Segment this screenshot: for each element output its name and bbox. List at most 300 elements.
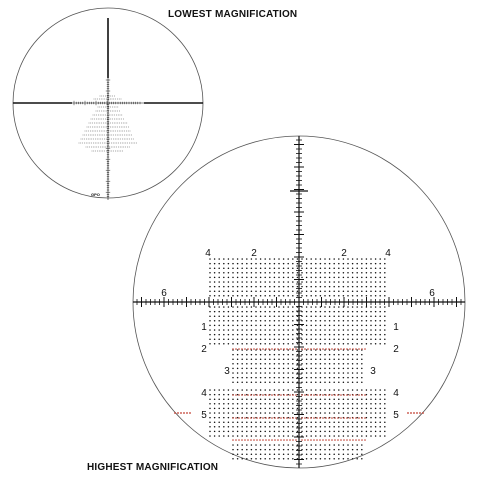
high-mag-grid-dot xyxy=(343,334,345,336)
high-mag-grid-dot xyxy=(255,295,257,297)
high-mag-grid-dot xyxy=(237,281,239,283)
high-mag-grid-dot xyxy=(214,286,216,288)
high-mag-grid-dot xyxy=(264,320,266,322)
high-mag-grid-dot xyxy=(214,338,216,340)
high-mag-red-dot xyxy=(352,394,354,396)
high-mag-grid-dot xyxy=(352,277,354,279)
high-mag-red-dot xyxy=(346,348,348,350)
low-mag-tree-dot xyxy=(123,127,124,128)
high-mag-grid-dot xyxy=(356,334,358,336)
low-mag-tree-dot xyxy=(110,99,111,100)
high-mag-grid-dot xyxy=(315,286,317,288)
high-mag-grid-dot xyxy=(214,417,216,419)
high-mag-red-dot xyxy=(310,394,312,396)
high-mag-grid-dot xyxy=(218,412,220,414)
high-mag-grid-dot xyxy=(223,431,225,433)
high-mag-grid-dot xyxy=(209,267,211,269)
high-mag-grid-dot xyxy=(264,354,266,356)
high-mag-grid-dot xyxy=(379,263,381,265)
high-mag-grid-dot xyxy=(370,329,372,331)
high-mag-grid-dot xyxy=(366,343,368,345)
high-mag-grid-dot xyxy=(292,354,294,356)
high-mag-grid-dot xyxy=(297,372,299,374)
high-mag-grid-dot xyxy=(356,458,358,460)
high-mag-grid-dot xyxy=(292,334,294,336)
high-mag-grid-dot xyxy=(370,389,372,391)
high-mag-red-dot xyxy=(292,394,294,396)
high-mag-grid-dot xyxy=(379,295,381,297)
high-mag-red-dash-dot xyxy=(413,412,415,414)
high-mag-grid-dot xyxy=(315,277,317,279)
high-mag-grid-dot xyxy=(297,426,299,428)
high-mag-grid-dot xyxy=(274,398,276,400)
high-mag-grid-dot xyxy=(375,435,377,437)
high-mag-grid-dot xyxy=(255,426,257,428)
high-mag-grid-dot xyxy=(356,444,358,446)
high-mag-grid-dot xyxy=(347,320,349,322)
high-mag-grid-dot xyxy=(246,458,248,460)
low-mag-tree-dot xyxy=(95,135,96,136)
low-mag-tree-dot xyxy=(100,139,101,140)
high-mag-grid-dot xyxy=(251,338,253,340)
high-mag-grid-dot xyxy=(292,449,294,451)
high-mag-grid-dot xyxy=(264,272,266,274)
low-mag-tree-dot xyxy=(116,123,117,124)
low-mag-tree-dot xyxy=(119,151,120,152)
low-mag-tree-dot xyxy=(112,131,113,132)
high-mag-grid-dot xyxy=(287,368,289,370)
high-mag-grid-dot xyxy=(370,272,372,274)
high-mag-grid-dot xyxy=(274,453,276,455)
high-mag-grid-dot xyxy=(338,458,340,460)
high-mag-grid-dot xyxy=(379,343,381,345)
high-mag-red-dot xyxy=(265,348,267,350)
high-mag-grid-dot xyxy=(246,449,248,451)
high-mag-grid-dot xyxy=(306,458,308,460)
low-mag-tree-dot xyxy=(91,147,92,148)
high-mag-grid-dot xyxy=(297,343,299,345)
high-mag-grid-dot xyxy=(292,408,294,410)
high-mag-grid-dot xyxy=(301,372,303,374)
high-mag-grid-dot xyxy=(329,325,331,327)
high-mag-grid-dot xyxy=(283,431,285,433)
high-mag-grid-dot xyxy=(375,389,377,391)
low-mag-tree-dot xyxy=(133,143,134,144)
high-mag-grid-dot xyxy=(251,306,253,308)
high-mag-grid-dot xyxy=(241,408,243,410)
high-mag-grid-dot xyxy=(287,306,289,308)
high-mag-red-dot xyxy=(259,348,261,350)
high-mag-grid-dot xyxy=(241,368,243,370)
high-mag-grid-dot xyxy=(237,354,239,356)
high-mag-grid-dot xyxy=(228,343,230,345)
high-mag-grid-dot xyxy=(347,458,349,460)
high-mag-grid-dot xyxy=(375,426,377,428)
high-mag-grid-dot xyxy=(306,381,308,383)
high-mag-grid-dot xyxy=(278,329,280,331)
high-mag-grid-dot xyxy=(278,358,280,360)
high-mag-grid-dot xyxy=(297,403,299,405)
high-mag-grid-dot xyxy=(343,408,345,410)
low-mag-tree-dot xyxy=(97,99,98,100)
high-mag-grid-dot xyxy=(251,272,253,274)
high-mag-grid-dot xyxy=(320,258,322,260)
high-mag-grid-dot xyxy=(283,272,285,274)
high-mag-red-dot xyxy=(313,348,315,350)
high-mag-grid-dot xyxy=(209,281,211,283)
high-mag-grid-dot xyxy=(228,295,230,297)
high-mag-grid-dot xyxy=(347,412,349,414)
low-mag-tree-dot xyxy=(98,143,99,144)
high-mag-red-dot xyxy=(271,394,273,396)
high-mag-grid-dot xyxy=(278,281,280,283)
high-mag-grid-dot xyxy=(214,295,216,297)
high-mag-red-dot xyxy=(238,417,240,419)
high-mag-grid-dot xyxy=(315,329,317,331)
high-mag-grid-dot xyxy=(297,295,299,297)
high-mag-grid-dot xyxy=(260,295,262,297)
high-mag-grid-dot xyxy=(338,272,340,274)
high-mag-grid-dot xyxy=(232,403,234,405)
low-mag-tree-dot xyxy=(101,99,102,100)
high-mag-grid-dot xyxy=(370,306,372,308)
high-mag-grid-dot xyxy=(274,377,276,379)
high-mag-grid-dot xyxy=(384,290,386,292)
high-mag-grid-dot xyxy=(297,311,299,313)
high-mag-grid-dot xyxy=(246,311,248,313)
low-mag-tree-dot xyxy=(120,135,121,136)
high-mag-reticle xyxy=(133,136,465,468)
high-mag-grid-dot xyxy=(269,281,271,283)
high-mag-red-dot xyxy=(256,394,258,396)
high-mag-red-dot xyxy=(328,439,330,441)
high-mag-grid-dot xyxy=(251,458,253,460)
high-mag-grid-dot xyxy=(260,453,262,455)
high-mag-grid-dot xyxy=(251,381,253,383)
high-mag-red-dot xyxy=(262,417,264,419)
high-mag-grid-dot xyxy=(356,320,358,322)
high-mag-grid-dot xyxy=(260,290,262,292)
high-mag-grid-dot xyxy=(246,290,248,292)
high-mag-grid-dot xyxy=(287,267,289,269)
high-mag-grid-dot xyxy=(301,320,303,322)
high-mag-grid-dot xyxy=(315,368,317,370)
high-mag-grid-dot xyxy=(269,398,271,400)
high-mag-grid-dot xyxy=(366,325,368,327)
low-mag-tree-dot xyxy=(107,123,108,124)
low-mag-tree-dot xyxy=(116,147,117,148)
high-mag-grid-dot xyxy=(278,368,280,370)
high-mag-grid-dot xyxy=(251,453,253,455)
high-mag-grid-dot xyxy=(278,311,280,313)
high-mag-red-dot xyxy=(358,348,360,350)
high-mag-grid-dot xyxy=(306,444,308,446)
high-mag-red-dot xyxy=(265,417,267,419)
high-mag-grid-dot xyxy=(379,311,381,313)
high-mag-grid-dot xyxy=(375,320,377,322)
high-mag-grid-dot xyxy=(356,258,358,260)
high-mag-red-dot xyxy=(241,348,243,350)
high-mag-grid-dot xyxy=(278,381,280,383)
high-mag-grid-dot xyxy=(384,334,386,336)
high-mag-grid-dot xyxy=(260,311,262,313)
high-mag-grid-dot xyxy=(218,281,220,283)
high-mag-grid-dot xyxy=(306,290,308,292)
high-mag-grid-dot xyxy=(324,368,326,370)
high-mag-grid-dot xyxy=(278,290,280,292)
high-mag-grid-dot xyxy=(278,403,280,405)
high-mag-grid-dot xyxy=(384,325,386,327)
high-mag-grid-dot xyxy=(306,368,308,370)
low-mag-tree-dot xyxy=(126,123,127,124)
high-mag-grid-dot xyxy=(324,458,326,460)
high-mag-red-dot xyxy=(277,417,279,419)
high-mag-grid-dot xyxy=(274,458,276,460)
high-mag-grid-dot xyxy=(324,449,326,451)
high-mag-grid-dot xyxy=(228,431,230,433)
high-mag-grid-dot xyxy=(333,277,335,279)
high-mag-grid-dot xyxy=(347,389,349,391)
high-mag-grid-dot xyxy=(269,338,271,340)
high-mag-grid-dot xyxy=(379,398,381,400)
high-mag-grid-dot xyxy=(338,320,340,322)
high-mag-grid-dot xyxy=(260,258,262,260)
high-mag-grid-dot xyxy=(260,398,262,400)
high-mag-grid-dot xyxy=(306,389,308,391)
high-mag-grid-dot xyxy=(301,263,303,265)
high-mag-grid-dot xyxy=(379,389,381,391)
low-mag-tree-dot xyxy=(119,131,120,132)
high-mag-grid-dot xyxy=(232,277,234,279)
high-mag-grid-dot xyxy=(283,315,285,317)
high-mag-grid-dot xyxy=(370,286,372,288)
low-mag-tree-dot xyxy=(99,139,100,140)
high-mag-red-dot xyxy=(352,439,354,441)
high-mag-grid-dot xyxy=(232,286,234,288)
high-mag-grid-dot xyxy=(283,281,285,283)
low-mag-tree-dot xyxy=(122,143,123,144)
high-mag-grid-dot xyxy=(343,315,345,317)
high-mag-grid-dot xyxy=(287,449,289,451)
high-mag-red-dot xyxy=(238,394,240,396)
high-mag-grid-dot xyxy=(361,334,363,336)
high-mag-grid-dot xyxy=(366,281,368,283)
high-mag-red-dot xyxy=(241,417,243,419)
low-mag-tree-dot xyxy=(119,135,120,136)
high-mag-grid-dot xyxy=(251,290,253,292)
low-mag-tree-dot xyxy=(115,131,116,132)
low-mag-tree-dot xyxy=(119,123,120,124)
low-mag-tree-dot xyxy=(93,151,94,152)
high-mag-grid-dot xyxy=(352,398,354,400)
high-mag-grid-dot xyxy=(287,377,289,379)
high-mag-red-dot xyxy=(268,394,270,396)
high-mag-grid-dot xyxy=(218,338,220,340)
high-mag-grid-dot xyxy=(223,272,225,274)
high-mag-red-dot xyxy=(319,417,321,419)
high-mag-grid-dot xyxy=(278,343,280,345)
high-mag-grid-dot xyxy=(274,412,276,414)
high-mag-grid-dot xyxy=(228,286,230,288)
high-mag-grid-dot xyxy=(287,277,289,279)
high-mag-grid-dot xyxy=(237,329,239,331)
high-mag-grid-dot xyxy=(246,403,248,405)
high-mag-grid-dot xyxy=(366,431,368,433)
low-mag-tree-dot xyxy=(115,139,116,140)
high-mag-grid-dot xyxy=(228,281,230,283)
high-mag-grid-dot xyxy=(278,426,280,428)
low-mag-tree-dot xyxy=(106,99,107,100)
high-mag-red-dot xyxy=(235,348,237,350)
low-mag-tree-dot xyxy=(104,143,105,144)
low-mag-tree-dot xyxy=(119,99,120,100)
high-mag-grid-dot xyxy=(278,435,280,437)
high-mag-grid-dot xyxy=(370,417,372,419)
high-mag-grid-dot xyxy=(324,343,326,345)
high-mag-grid-dot xyxy=(366,267,368,269)
low-mag-tree-dot xyxy=(96,127,97,128)
high-mag-grid-dot xyxy=(320,306,322,308)
high-mag-grid-dot xyxy=(274,325,276,327)
high-mag-grid-dot xyxy=(301,258,303,260)
high-mag-grid-dot xyxy=(223,417,225,419)
high-mag-grid-dot xyxy=(338,389,340,391)
high-mag-grid-dot xyxy=(260,426,262,428)
high-mag-grid-dot xyxy=(352,334,354,336)
high-mag-grid-dot xyxy=(320,403,322,405)
low-mag-tree-dot xyxy=(126,131,127,132)
high-mag-grid-dot xyxy=(315,334,317,336)
high-mag-grid-dot xyxy=(278,325,280,327)
low-mag-tree-dot xyxy=(96,111,97,112)
high-mag-grid-dot xyxy=(333,354,335,356)
high-mag-red-dot xyxy=(301,348,303,350)
high-mag-red-dot xyxy=(343,348,345,350)
high-mag-grid-dot xyxy=(260,343,262,345)
high-mag-grid-dot xyxy=(251,398,253,400)
high-mag-grid-dot xyxy=(329,444,331,446)
high-mag-grid-dot xyxy=(278,389,280,391)
high-mag-grid-dot xyxy=(269,458,271,460)
high-mag-grid-dot xyxy=(283,426,285,428)
low-mag-tree-dot xyxy=(82,143,83,144)
high-mag-grid-dot xyxy=(287,421,289,423)
high-mag-grid-dot xyxy=(347,334,349,336)
high-mag-grid-dot xyxy=(255,281,257,283)
high-mag-grid-dot xyxy=(292,381,294,383)
high-mag-grid-dot xyxy=(366,290,368,292)
high-mag-grid-dot xyxy=(214,311,216,313)
high-mag-grid-dot xyxy=(287,320,289,322)
high-mag-grid-dot xyxy=(292,421,294,423)
high-mag-grid-dot xyxy=(343,372,345,374)
high-mag-grid-dot xyxy=(356,343,358,345)
high-mag-grid-dot xyxy=(260,408,262,410)
high-mag-grid-dot xyxy=(315,281,317,283)
high-mag-grid-dot xyxy=(218,426,220,428)
high-mag-grid-dot xyxy=(232,408,234,410)
high-mag-red-dot xyxy=(262,348,264,350)
low-mag-tree-dot xyxy=(121,123,122,124)
high-mag-grid-dot xyxy=(352,311,354,313)
high-mag-grid-dot xyxy=(269,343,271,345)
high-mag-grid-dot xyxy=(237,421,239,423)
high-mag-grid-dot xyxy=(338,412,340,414)
high-mag-grid-dot xyxy=(223,263,225,265)
high-mag-grid-dot xyxy=(347,403,349,405)
high-mag-grid-dot xyxy=(352,329,354,331)
low-mag-tree-dot xyxy=(124,143,125,144)
high-mag-grid-dot xyxy=(338,286,340,288)
low-mag-tree-dot xyxy=(122,135,123,136)
high-mag-grid-dot xyxy=(246,306,248,308)
high-mag-grid-dot xyxy=(306,277,308,279)
high-mag-grid-dot xyxy=(366,295,368,297)
high-mag-grid-dot xyxy=(292,338,294,340)
high-mag-grid-dot xyxy=(278,408,280,410)
high-mag-labels xyxy=(161,248,435,421)
high-mag-red-dot xyxy=(331,348,333,350)
high-mag-grid-dot xyxy=(255,408,257,410)
high-mag-grid-dot xyxy=(232,449,234,451)
high-mag-red-dot xyxy=(280,394,282,396)
high-mag-grid-dot xyxy=(251,286,253,288)
high-mag-grid-dot xyxy=(209,403,211,405)
high-mag-red-dot xyxy=(355,439,357,441)
high-mag-grid-dot xyxy=(260,320,262,322)
high-mag-red-dot xyxy=(247,348,249,350)
high-mag-grid-dot xyxy=(264,412,266,414)
high-mag-grid-dot xyxy=(287,458,289,460)
high-mag-grid-dot xyxy=(338,426,340,428)
high-mag-grid-dot xyxy=(251,329,253,331)
low-mag-tree-dot xyxy=(86,135,87,136)
high-mag-grid-dot xyxy=(246,281,248,283)
high-mag-grid-dot xyxy=(264,277,266,279)
high-mag-grid-dot xyxy=(366,286,368,288)
low-mag-tree-dot xyxy=(84,143,85,144)
high-mag-grid-dot xyxy=(218,311,220,313)
low-mag-tree-dot xyxy=(112,99,113,100)
high-mag-grid-dot xyxy=(343,458,345,460)
high-mag-grid-dot xyxy=(214,290,216,292)
high-mag-grid-dot xyxy=(329,306,331,308)
high-mag-grid-dot xyxy=(292,311,294,313)
row-label-right-1: 1 xyxy=(393,322,399,333)
low-mag-tree-dot xyxy=(92,127,93,128)
low-mag-tree-dot xyxy=(111,151,112,152)
low-mag-tree-dot xyxy=(128,131,129,132)
high-mag-red-dot xyxy=(235,439,237,441)
high-mag-grid-dot xyxy=(329,412,331,414)
high-mag-grid-dot xyxy=(264,295,266,297)
high-mag-grid-dot xyxy=(297,398,299,400)
high-mag-grid-dot xyxy=(310,358,312,360)
high-mag-grid-dot xyxy=(384,272,386,274)
high-mag-grid-dot xyxy=(343,325,345,327)
high-mag-grid-dot xyxy=(297,417,299,419)
high-mag-grid-dot xyxy=(269,372,271,374)
high-mag-grid-dot xyxy=(232,258,234,260)
high-mag-grid-dot xyxy=(356,431,358,433)
high-mag-grid-dot xyxy=(232,381,234,383)
high-mag-grid-dot xyxy=(343,290,345,292)
high-mag-grid-dot xyxy=(237,435,239,437)
low-mag-tree-dot xyxy=(108,107,109,108)
high-mag-grid-dot xyxy=(214,267,216,269)
low-mag-tree-dot xyxy=(106,139,107,140)
low-mag-tree-dot xyxy=(117,139,118,140)
